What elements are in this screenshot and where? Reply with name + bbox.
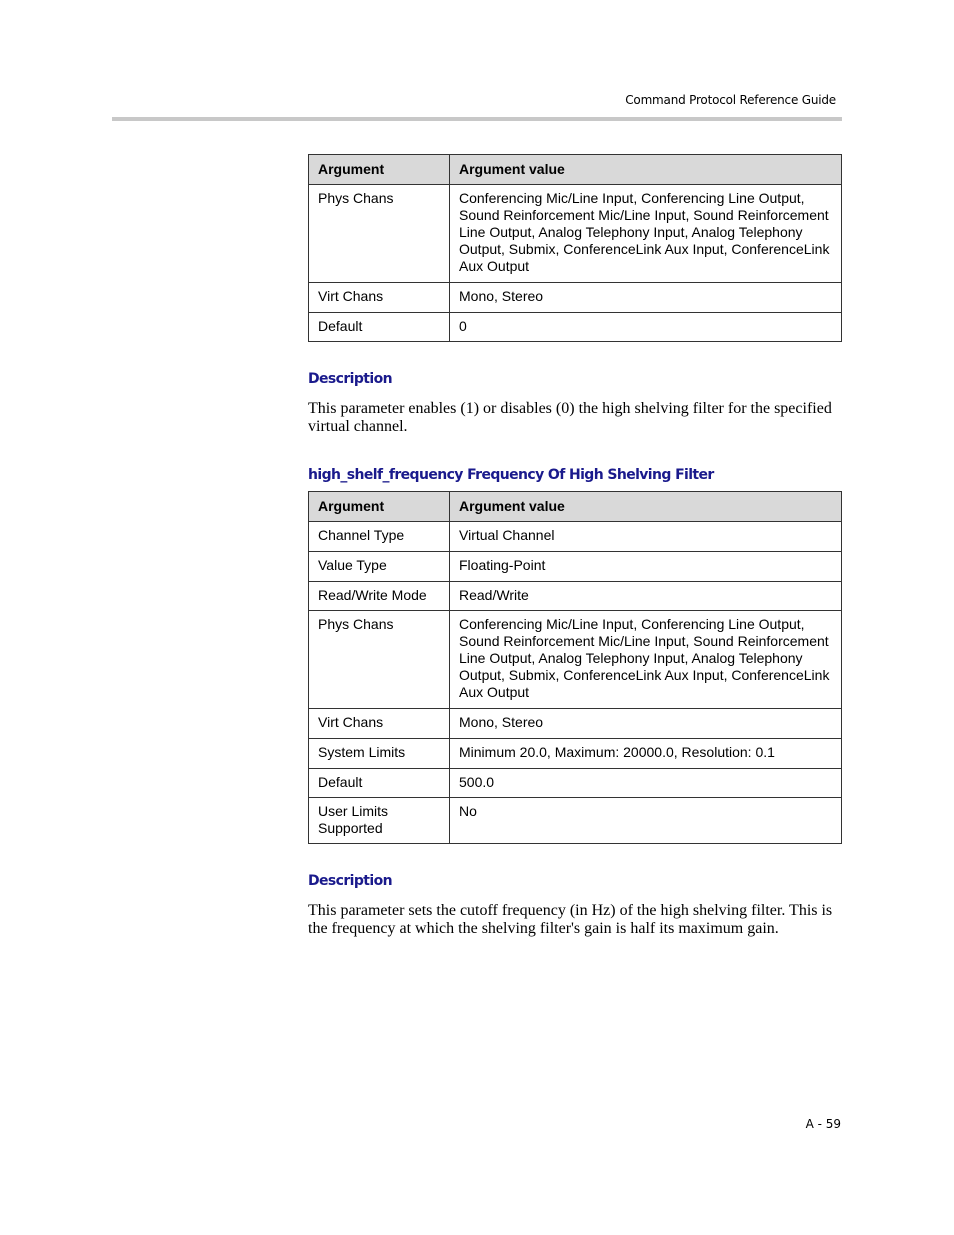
table-cell-argument: Read/Write Mode [309, 582, 450, 611]
page-number: A - 59 [805, 1117, 841, 1131]
table-row [309, 769, 842, 798]
table-cell-argument: Virt Chans [309, 709, 450, 739]
description1-heading: Description [308, 371, 392, 387]
running-header: Command Protocol Reference Guide [625, 93, 836, 107]
table-cell-value: Conferencing Mic/Line Input, Conferencing Line Output, Sound Reinforcement Mic/Line Input, Sound Reinforcement Line Output, Analog Telephony Input, Analog Telephony Output, Submix, ConferenceLink Aux Input, ConferenceLink Aux Output [450, 185, 842, 283]
table-cell-argument: System Limits [309, 739, 450, 769]
table-cell-value: Conferencing Mic/Line Input, Conferencing Line Output, Sound Reinforcement Mic/Line Input, Sound Reinforcement Line Output, Analog Telephony Input, Analog Telephony Output, Submix, ConferenceLink Aux Input, ConferenceLink Aux Output [450, 611, 842, 709]
table-cell-value: 500.0 [450, 769, 842, 798]
table1-header-argument: Argument [309, 155, 450, 185]
table-cell-value: Virtual Channel [450, 522, 842, 552]
table1-header-row [309, 155, 842, 185]
table-cell-value: Floating-Point [450, 552, 842, 582]
table-cell-argument: Phys Chans [309, 611, 450, 709]
table-cell-value: No [450, 798, 842, 844]
table-cell-value: Read/Write [450, 582, 842, 611]
table-row [309, 798, 842, 844]
table-cell-argument: Virt Chans [309, 283, 450, 313]
table2-header-row [309, 492, 842, 522]
table2-header-argument: Argument [309, 492, 450, 522]
section2-heading: high_shelf_frequency Frequency Of High Shelving Filter [308, 467, 714, 483]
table2-container [308, 491, 842, 844]
description2-heading: Description [308, 873, 392, 889]
table-cell-value: Minimum 20.0, Maximum: 20000.0, Resolution: 0.1 [450, 739, 842, 769]
header-rule [112, 117, 842, 121]
table1-container [308, 154, 842, 342]
table-cell-value: Mono, Stereo [450, 283, 842, 313]
table1-header-argument-value: Argument value [450, 155, 842, 185]
table-cell-argument: User Limits Supported [309, 798, 450, 844]
table-row [309, 582, 842, 611]
table2 [308, 491, 842, 844]
table-cell-argument: Phys Chans [309, 185, 450, 283]
table-row [309, 552, 842, 582]
table-row [309, 709, 842, 739]
table-cell-argument: Default [309, 313, 450, 342]
table-cell-argument: Channel Type [309, 522, 450, 552]
table-cell-argument: Default [309, 769, 450, 798]
description2-text: This parameter sets the cutoff frequency (in Hz) of the high shelving filter. This is the frequency at which the shelving filter's gain is half its maximum gain. [308, 902, 833, 937]
table-row [309, 185, 842, 283]
table-cell-argument: Value Type [309, 552, 450, 582]
table-row [309, 739, 842, 769]
table-cell-value: Mono, Stereo [450, 709, 842, 739]
table2-header-argument-value: Argument value [450, 492, 842, 522]
table-row [309, 611, 842, 709]
table-cell-value: 0 [450, 313, 842, 342]
table1 [308, 154, 842, 342]
table-row [309, 522, 842, 552]
table-row [309, 283, 842, 313]
description1-text: This parameter enables (1) or disables (0) the high shelving filter for the specified virtual channel. [308, 400, 832, 435]
table-row [309, 313, 842, 342]
